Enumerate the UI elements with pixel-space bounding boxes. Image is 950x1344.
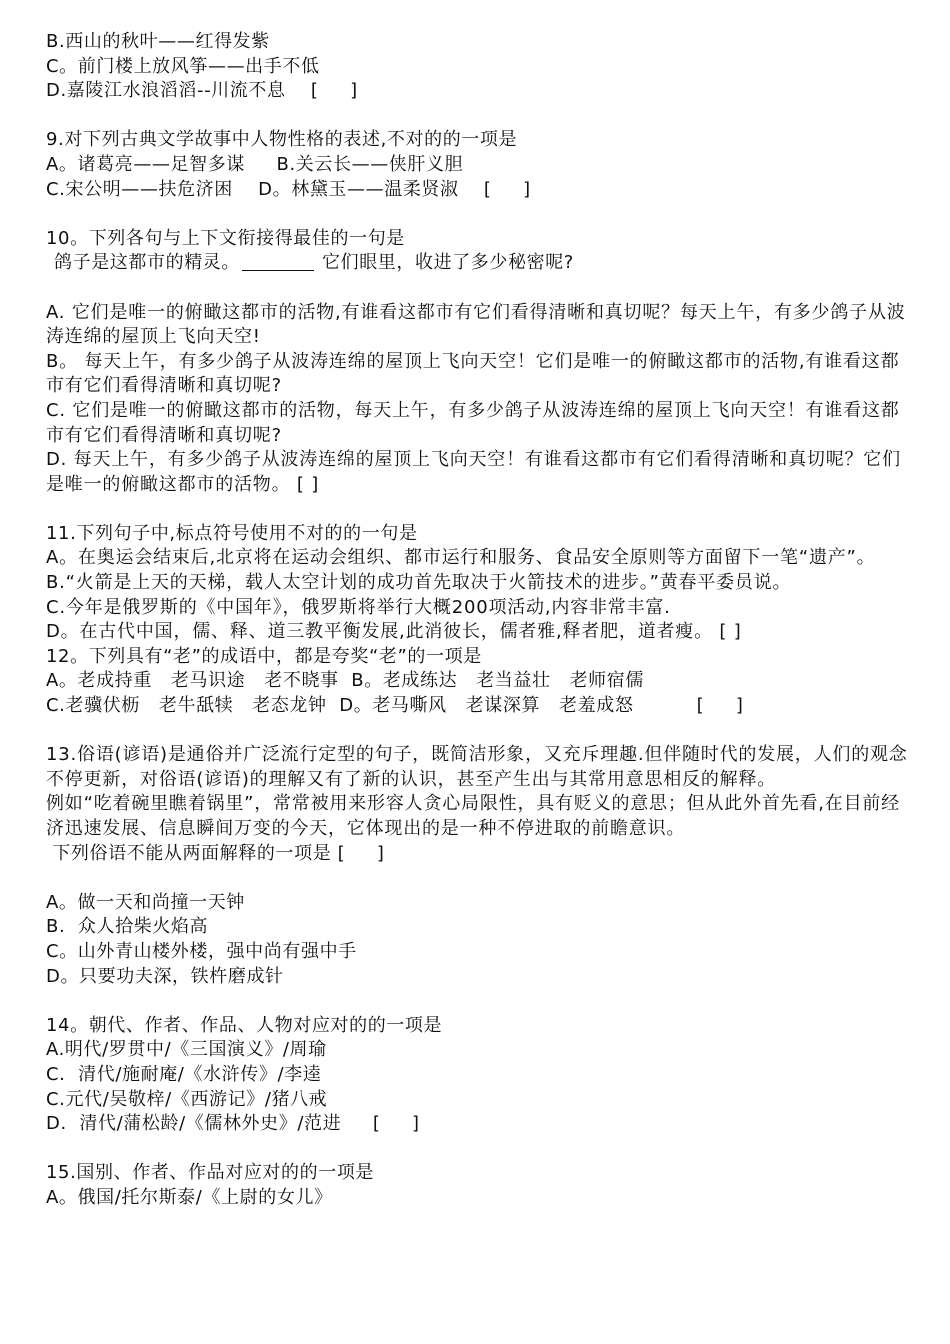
q10-blank [242, 252, 314, 271]
q15-stem: 15.国别、作者、作品对应对的的一项是 [46, 1162, 375, 1184]
q12-stem: 12。下列具有“老”的成语中，都是夸奖“老”的一项是 [46, 645, 482, 667]
q13-paragraph-2: 例如“吃着碗里瞧着锅里”，常常被用来形容人贪心局限性，具有贬义的意思；但从此外首先看,在目前经济迅速发展、信息瞬间万变的今天，它体现出的是一种不停进取的前瞻意识。 [46, 793, 900, 839]
q9-options-cd: C.宋公明——扶危济困 D。林黛玉——温柔贤淑 [ ] [46, 178, 531, 200]
q13-option-b: B. 众人拾柴火焰高 [46, 916, 209, 938]
q8-option-d: D.嘉陵江水浪滔滔--川流不息 [ ] [46, 80, 358, 102]
q14-option-a: A.明代/罗贯中/《三国演义》/周瑜 [46, 1039, 327, 1061]
q10-option-a: A. 它们是唯一的俯瞰这都市的活物,有谁看这都市有它们看得清晰和真切呢？每天上午，有多少鸽子从波涛连绵的屋顶上飞向天空! [46, 301, 906, 348]
q8-option-c: C。前门楼上放风筝——出手不低 [46, 55, 320, 77]
q14-stem: 14。朝代、作者、作品、人物对应对的的一项是 [46, 1014, 443, 1036]
q11-option-d: D。在古代中国，儒、释、道三教平衡发展,此消彼长，儒者雅,释者肥，道者瘦。 [ ] [46, 621, 742, 643]
q10-option-c: C. 它们是唯一的俯瞰这都市的活物，每天上午，有多少鸽子从波涛连绵的屋顶上飞向天空！有谁看这都市有它们看得清晰和真切呢? [46, 399, 900, 446]
q9-stem: 9.对下列古典文学故事中人物性格的表述,不对的的一项是 [46, 129, 518, 151]
q12-options-ab: A。老成持重 老马识途 老不晓事 B。老成练达 老当益壮 老师宿儒 [46, 670, 644, 692]
q11-option-c: C.今年是俄罗斯的《中国年》，俄罗斯将举行大概200项活动,内容非常丰富. [46, 596, 671, 618]
q11-option-b: B.“火箭是上天的天梯，载人太空计划的成功首先取决于火箭技术的进步。”黄春平委员说。 [46, 572, 792, 594]
q14-option-c: C.元代/吴敬梓/《西游记》/猪八戒 [46, 1088, 328, 1110]
q13-question: 下列俗语不能从两面解释的一项是 [ ] [46, 842, 385, 864]
q10-sentence-before: 鸽子是这都市的精灵。 [54, 252, 240, 274]
q10-sentence [46, 251, 916, 276]
q14-option-b: C. 清代/施耐庵/《水浒传》/李逵 [46, 1063, 322, 1085]
q13-option-a: A。做一天和尚撞一天钟 [46, 891, 245, 913]
q13-option-c: C。山外青山楼外楼，强中尚有强中手 [46, 940, 357, 962]
q11-option-a: A。在奥运会结束后,北京将在运动会组织、都市运行和服务、食品安全原则等方面留下一笔“遗产”。 [46, 547, 876, 569]
q14-option-d: D. 清代/蒲松龄/《儒林外史》/范进 [ ] [46, 1113, 420, 1135]
q10-option-d: D. 每天上午，有多少鸽子从波涛连绵的屋顶上飞向天空！有谁看这都市有它们看得清晰和真切呢？它们是唯一的俯瞰这都市的活物。 [ ] [46, 449, 901, 495]
q8-option-b: B.西山的秋叶——红得发紫 [46, 31, 270, 52]
q10-sentence-after: 它们眼里，收进了多少秘密呢? [322, 252, 574, 274]
q10-stem: 10。下列各句与上下文衔接得最佳的一句是 [46, 227, 405, 249]
q10-option-b: B。 每天上午，有多少鸽子从波涛连绵的屋顶上飞向天空！它们是唯一的俯瞰这都市的活物,有谁看这都市有它们看得清晰和真切呢? [46, 350, 900, 397]
document-page [46, 30, 916, 1211]
q15-option-a: A。俄国/托尔斯泰/《上尉的女儿》 [46, 1186, 333, 1208]
q12-options-cd: C.老骥伏枥 老牛舐犊 老态龙钟 D。老马嘶风 老谋深算 老羞成怒 [ ] [46, 695, 744, 717]
q13-option-d: D。只要功夫深，铁杵磨成针 [46, 965, 284, 987]
q11-stem: 11.下列句子中,标点符号使用不对的的一句是 [46, 522, 418, 544]
q13-paragraph-1: 13.俗语(谚语)是通俗并广泛流行定型的句子，既简洁形象，又充斥理趣.但伴随时代的发展，人们的观念不停更新，对俗语(谚语)的理解又有了新的认识，甚至产生出与其常用意思相反的解释。 [46, 744, 908, 790]
q9-options-ab: A。诸葛亮——足智多谋 B.关云长——侠肝义胆 [46, 153, 464, 175]
